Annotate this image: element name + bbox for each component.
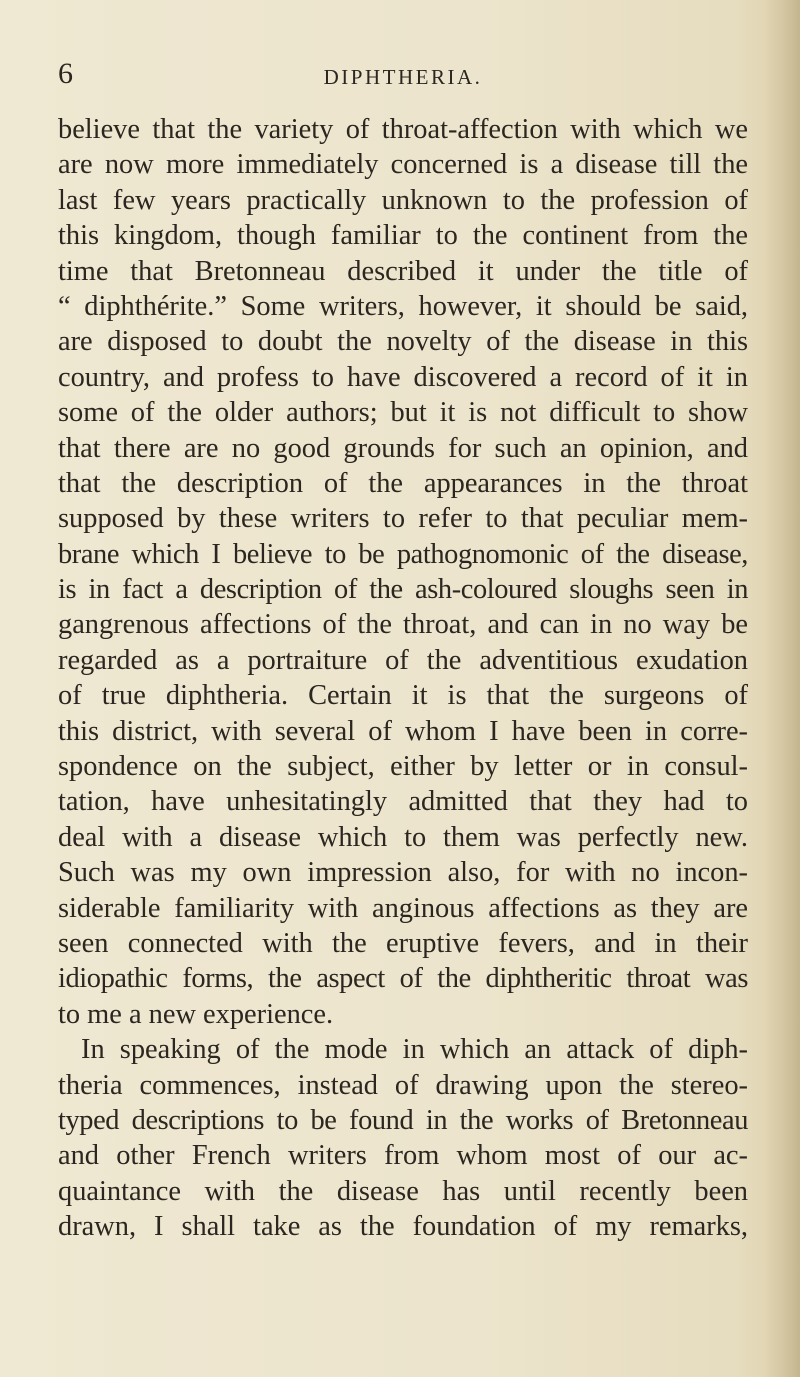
text-line: country, and profess to have discovered a record of it in [58,361,748,393]
text-line: tation, have unhesitatingly admitted that they had to [58,786,748,818]
text-line: theria commences, instead of drawing upon the stereo- [58,1069,748,1101]
text-line: gangrenous affections of the throat, and can in no way be [58,609,748,641]
text-line: “ diphthérite.” Some writers, however, it should be said, [58,290,748,322]
text-line: this district, with several of whom I have been in corre- [58,715,748,747]
running-head: DIPHTHERIA. [323,65,483,89]
text-line: brane which I believe to be pathognomonic of the disease, [58,538,748,570]
text-line: Such was my own impression also, for with no incon- [58,857,748,889]
text-line: are now more immediately concerned is a disease till the [58,149,748,181]
text-line: that there are no good grounds for such an opinion, and [58,432,748,464]
text-line: is in fact a description of the ash-coloured sloughs seen in [58,574,748,606]
text-line: siderable familiarity with anginous affections as they are [58,892,748,924]
text-line: typed descriptions to be found in the works of Bretonneau [58,1104,748,1136]
text-line: supposed by these writers to refer to that peculiar mem- [58,503,748,535]
text-line: seen connected with the eruptive fevers, and in their [58,927,748,959]
page-edge-shadow [764,0,800,1377]
text-line: and other French writers from whom most of our ac- [58,1140,748,1172]
text-line: deal with a disease which to them was perfectly new. [58,821,748,853]
text-line: some of the older authors; but it is not difficult to show [58,397,748,429]
paragraph-end-line: to me a new experience. [58,998,334,1030]
text-line: quaintance with the disease has until recently been [58,1175,748,1207]
page-header [58,56,748,96]
text-line: idiopathic forms, the aspect of the diphtheritic throat was [58,963,748,995]
text-line: this kingdom, though familiar to the continent from the [58,220,748,252]
text-line: spondence on the subject, either by letter or in consul- [58,751,748,783]
text-line: drawn, I shall take as the foundation of my remarks, [58,1211,748,1243]
text-line: believe that the variety of throat-affection with which we [58,114,748,145]
text-line: are disposed to doubt the novelty of the disease in this [58,326,748,358]
body-text [58,112,748,1245]
text-line: that the description of the appearances in the throat [58,467,748,499]
text-line: of true diphtheria. Certain it is that the surgeons of [58,680,748,712]
text-line: last few years practically unknown to the profession of [58,184,748,216]
paragraph-start-line: In speaking of the mode in which an attack of diph- [81,1034,748,1066]
text-line: time that Bretonneau described it under the title of [58,255,748,287]
page-number: 6 [58,57,73,90]
text-line: regarded as a portraiture of the adventitious exudation [58,644,748,676]
